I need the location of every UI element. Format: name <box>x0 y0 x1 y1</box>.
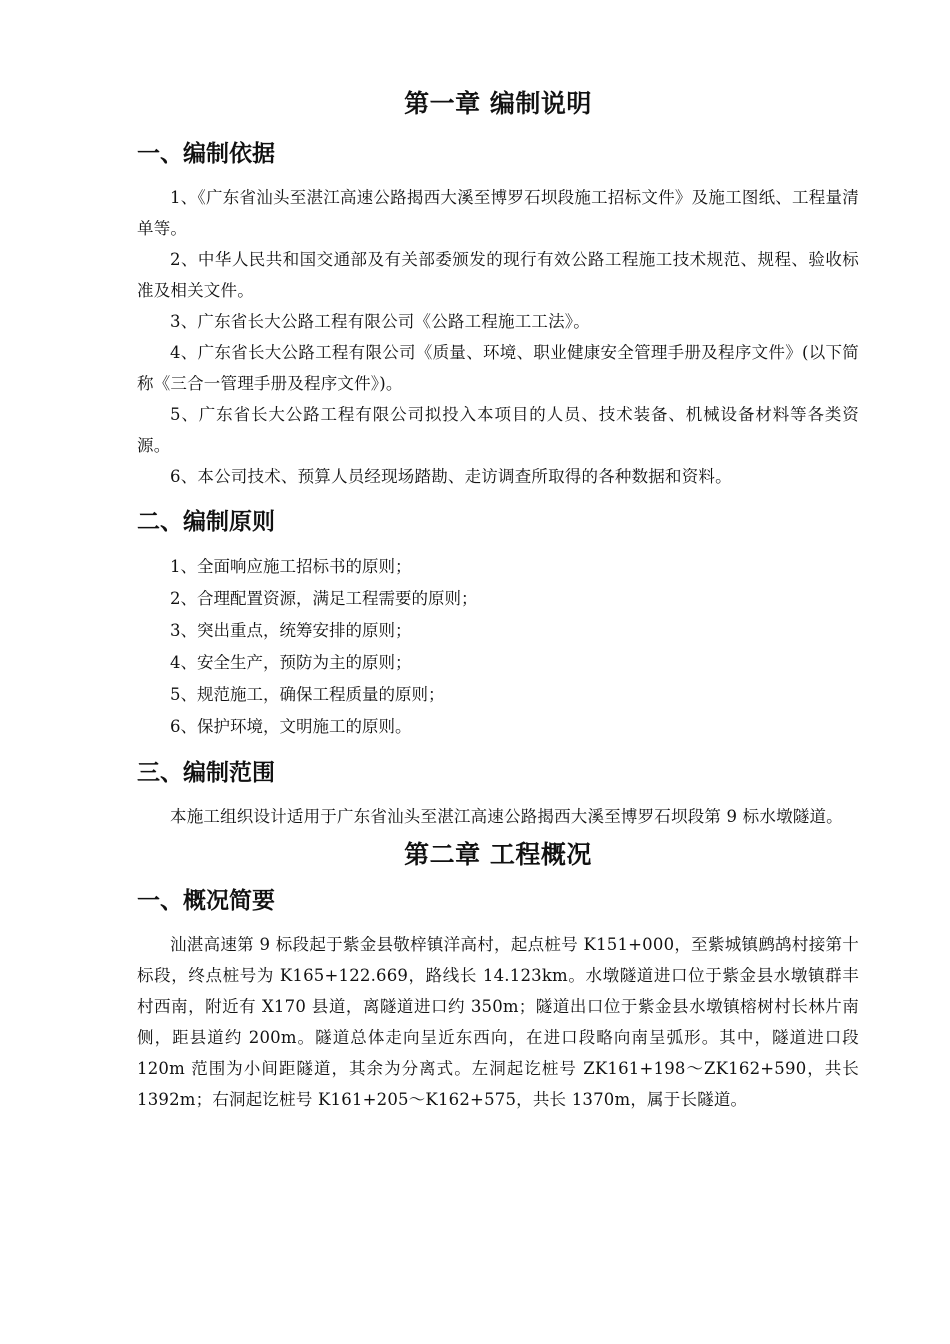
basis-item-2: 2、中华人民共和国交通部及有关部委颁发的现行有效公路工程施工技术规范、规程、验收标准及相关文件。 <box>137 250 859 300</box>
principle-item-3: 3、突出重点，统筹安排的原则； <box>170 621 412 640</box>
basis-item-5: 5、广东省长大公路工程有限公司拟投入本项目的人员、技术装备、机械设备材料等各类资源。 <box>137 405 859 455</box>
principle-item-2: 2、合理配置资源，满足工程需要的原则； <box>170 589 478 608</box>
basis-item-6: 6、本公司技术、预算人员经现场踏勘、走访调查所取得的各种数据和资料。 <box>170 467 732 486</box>
scope-paragraph: 本施工组织设计适用于广东省汕头至湛江高速公路揭西大溪至博罗石坝段第 9 标水墩隧道。 <box>170 807 843 826</box>
basis-item-3: 3、广东省长大公路工程有限公司《公路工程施工工法》。 <box>170 312 590 331</box>
section-title-basis: 一、编制依据 <box>137 141 275 167</box>
section-title-scope: 三、编制范围 <box>137 760 275 786</box>
principle-item-5: 5、规范施工，确保工程质量的原则； <box>170 685 445 704</box>
section-title-overview: 一、概况简要 <box>137 888 275 914</box>
chapter-title: 第一章 编制说明 <box>404 89 592 118</box>
principle-item-6: 6、保护环境，文明施工的原则。 <box>170 717 412 736</box>
principle-item-4: 4、安全生产，预防为主的原则； <box>170 653 412 672</box>
section-title-principles: 二、编制原则 <box>137 509 275 535</box>
chapter-title: 第二章 工程概况 <box>404 840 592 869</box>
basis-item-4: 4、广东省长大公路工程有限公司《质量、环境、职业健康安全管理手册及程序文件》(以下简称《三合一管理手册及程序文件》)。 <box>137 343 859 393</box>
overview-paragraph: 汕湛高速第 9 标段起于紫金县敬梓镇洋高村，起点桩号 K151+000，至紫城镇鹧鸪村接第十标段，终点桩号为 K165+122.669，路线长 14.123km。水墩隧道进口位于紫金县水墩镇群丰村西南，附近有 X170 县道，离隧道进口约 350m；隧道出口位于紫金县水墩镇榕树村长林片南侧，距县道约 200m。隧道总体走向呈近东西向，在进口段略向南呈弧形。其中，隧道进口段 120m 范围为小间距隧道，其余为分离式。左洞起讫桩号 ZK161+198～ZK162+590，共长 1392m；右洞起讫桩号 K161+205～K162+575，共长 1370m，属于长隧道。 <box>137 935 859 1109</box>
document-page <box>137 0 859 1115</box>
principle-item-1: 1、全面响应施工招标书的原则； <box>170 557 412 576</box>
basis-item-1: 1、《广东省汕头至湛江高速公路揭西大溪至博罗石坝段施工招标文件》及施工图纸、工程量清单等。 <box>137 188 859 238</box>
